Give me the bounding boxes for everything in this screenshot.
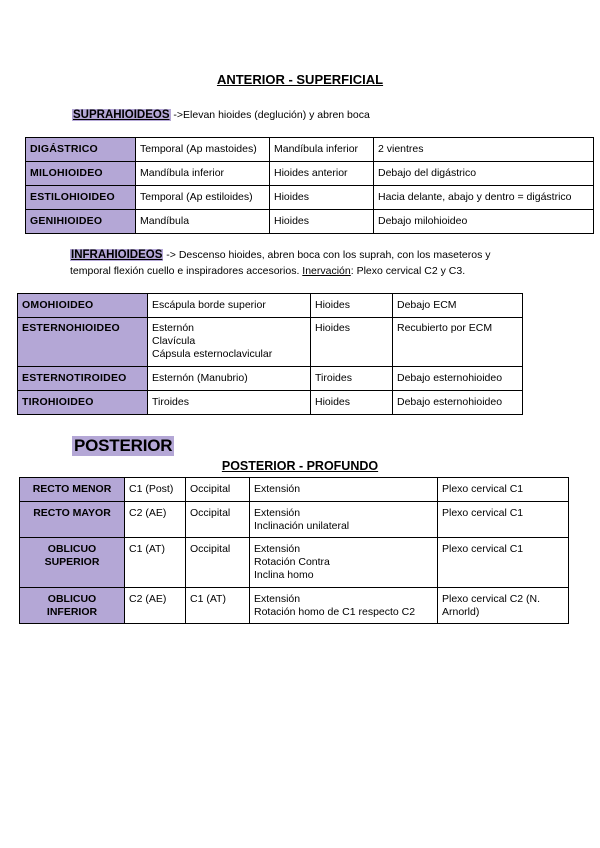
infrahioideos-label: INFRAHIOIDEOS: [71, 249, 163, 261]
insertion-cell: Occipital: [186, 538, 250, 588]
origin-cell: C1 (AT): [125, 538, 186, 588]
action-line: Rotación Contra: [254, 556, 330, 568]
note-cell: Debajo del digástrico: [374, 162, 594, 186]
origin-cell: Temporal (Ap estiloides): [136, 186, 270, 210]
origin-line: Esternón: [152, 322, 195, 334]
origin-cell: [148, 391, 311, 415]
action-line: Extensión: [254, 507, 301, 519]
muscle-name: OMOHIOIDEO: [18, 294, 148, 318]
action-line: Extensión: [254, 483, 301, 495]
note-cell: Debajo ECM: [393, 294, 523, 318]
origin-cell: Mandíbula: [136, 210, 270, 234]
muscle-name: TIROHIOIDEO: [18, 391, 148, 415]
action-line: Extensión: [254, 593, 301, 605]
infrahioideos-description-2-pre: temporal flexión cuello e inspiradores accesorios.: [70, 265, 303, 277]
muscle-name: ESTERNOTIROIDEO: [18, 367, 148, 391]
nerve-cell: Plexo cervical C2 (N. Arnorld): [438, 588, 569, 624]
origin-cell: [148, 294, 311, 318]
table-row: [20, 502, 569, 538]
action-cell: [250, 538, 438, 588]
muscle-name: [20, 538, 125, 588]
insertion-cell: Hioides: [270, 210, 374, 234]
action-cell: [250, 478, 438, 502]
nerve-cell: Plexo cervical C1: [438, 478, 569, 502]
origin-line: Escápula borde superior: [152, 299, 266, 311]
inervacion-label: Inervación: [302, 265, 351, 277]
origin-cell: C2 (AE): [125, 588, 186, 624]
action-line: Inclinación unilateral: [254, 520, 350, 532]
muscle-name: [20, 588, 125, 624]
muscle-name: DIGÁSTRICO: [26, 138, 136, 162]
infrahioideos-heading: [70, 249, 491, 261]
insertion-cell: Tiroides: [311, 367, 393, 391]
muscle-name-text: OBLICUO INFERIOR: [46, 593, 98, 618]
suprahioideos-table: [25, 137, 594, 234]
insertion-cell: Hioides: [311, 318, 393, 367]
infrahioideos-description-1: -> Descenso hioides, abren boca con los suprah, con los maseteros y: [163, 249, 491, 261]
posterior-profundo-title: POSTERIOR - PROFUNDO: [221, 459, 379, 473]
note-cell: Debajo esternohioideo: [393, 391, 523, 415]
infrahioideos-description-2: [70, 265, 465, 277]
insertion-cell: Occipital: [186, 478, 250, 502]
insertion-cell: Hioides anterior: [270, 162, 374, 186]
note-cell: 2 vientres: [374, 138, 594, 162]
note-cell: Recubierto por ECM: [393, 318, 523, 367]
insertion-cell: C1 (AT): [186, 588, 250, 624]
action-line: Rotación homo de C1 respecto C2: [254, 606, 416, 618]
origin-cell: Temporal (Ap mastoides): [136, 138, 270, 162]
origin-cell: [148, 318, 311, 367]
origin-cell: [148, 367, 311, 391]
insertion-cell: Hioides: [270, 186, 374, 210]
action-cell: [250, 588, 438, 624]
origin-line: Clavícula: [152, 335, 196, 347]
origin-cell: C2 (AE): [125, 502, 186, 538]
origin-cell: C1 (Post): [125, 478, 186, 502]
table-row: [18, 318, 523, 367]
muscle-name: ESTILOHIOIDEO: [26, 186, 136, 210]
muscle-name-text: OBLICUO SUPERIOR: [44, 543, 100, 568]
anterior-superficial-title: ANTERIOR - SUPERFICIAL: [216, 72, 384, 87]
table-row: [26, 138, 594, 162]
table-row: [26, 186, 594, 210]
posterior-heading: POSTERIOR: [74, 436, 173, 455]
infrahioideos-description-2-post: : Plexo cervical C2 y C3.: [350, 265, 466, 277]
suprahioideos-description: ->Elevan hioides (deglución) y abren boca: [170, 109, 370, 121]
muscle-name: RECTO MAYOR: [20, 502, 125, 538]
insertion-cell: Hioides: [311, 294, 393, 318]
nerve-cell: Plexo cervical C1: [438, 538, 569, 588]
table-row: [20, 478, 569, 502]
table-row: [20, 588, 569, 624]
insertion-cell: Mandíbula inferior: [270, 138, 374, 162]
table-row: [18, 367, 523, 391]
suprahioideos-label: SUPRAHIOIDEOS: [73, 109, 170, 121]
note-cell: Debajo esternohioideo: [393, 367, 523, 391]
muscle-name: GENIHIOIDEO: [26, 210, 136, 234]
insertion-cell: Occipital: [186, 502, 250, 538]
action-line: Inclina homo: [254, 569, 314, 581]
table-row: [18, 294, 523, 318]
table-row: [26, 210, 594, 234]
muscle-name: ESTERNOHIOIDEO: [18, 318, 148, 367]
table-row: [20, 538, 569, 588]
note-cell: Debajo milohioideo: [374, 210, 594, 234]
action-cell: [250, 502, 438, 538]
muscle-name: MILOHIOIDEO: [26, 162, 136, 186]
table-row: [26, 162, 594, 186]
action-line: Extensión: [254, 543, 301, 555]
origin-line: Cápsula esternoclavicular: [152, 348, 273, 360]
muscle-name: RECTO MENOR: [20, 478, 125, 502]
note-cell: Hacia delante, abajo y dentro = digástrico: [374, 186, 594, 210]
suprahioideos-heading: [72, 105, 370, 123]
origin-line: Tiroides: [152, 396, 189, 408]
infrahioideos-table: [17, 293, 523, 415]
origin-cell: Mandíbula inferior: [136, 162, 270, 186]
origin-line: Esternón (Manubrio): [152, 372, 248, 384]
posterior-table: [19, 477, 569, 624]
insertion-cell: Hioides: [311, 391, 393, 415]
nerve-cell: Plexo cervical C1: [438, 502, 569, 538]
table-row: [18, 391, 523, 415]
